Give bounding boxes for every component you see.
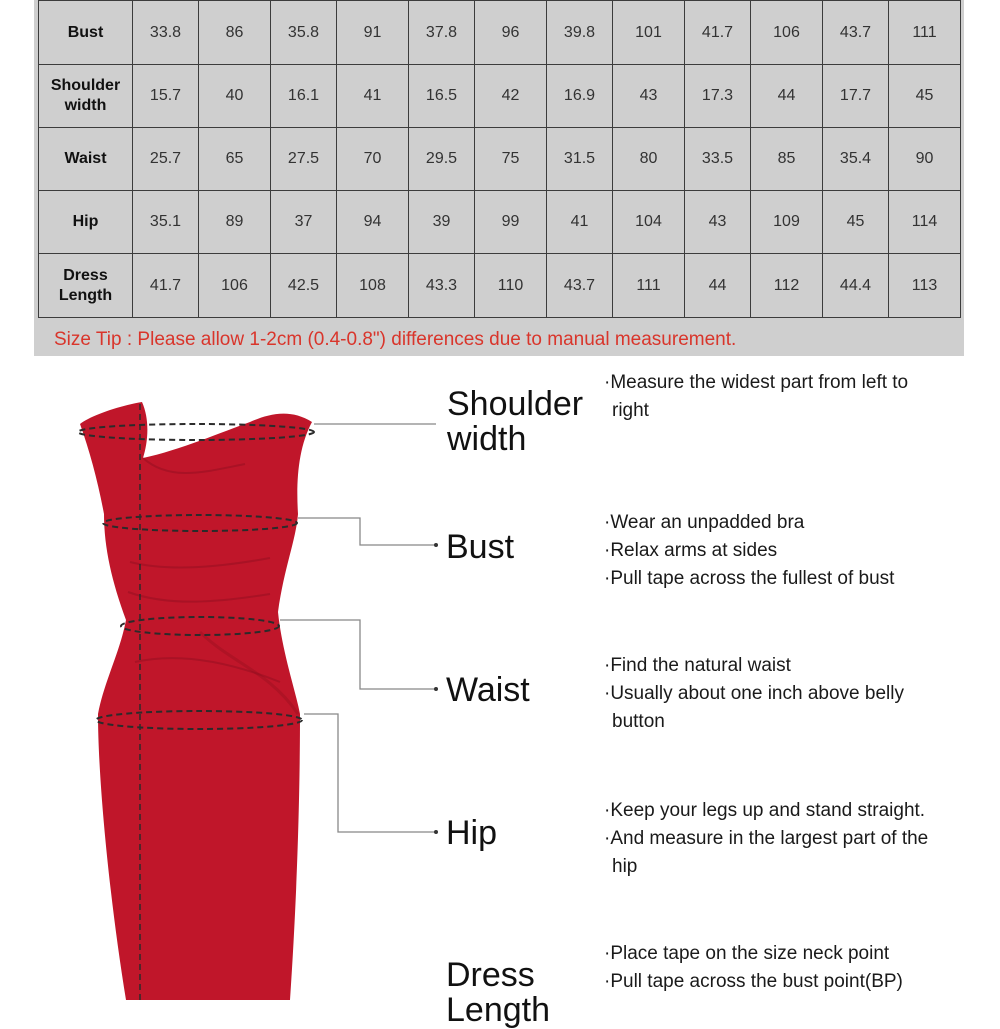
row-header: Shoulder width: [39, 65, 133, 128]
dress-length-label: Dress Length: [446, 956, 550, 1029]
table-cell: 112: [751, 254, 823, 318]
tip-line: ·Find the natural waist: [604, 655, 791, 676]
table-cell: 25.7: [133, 128, 199, 191]
table-cell: 33.8: [133, 1, 199, 65]
table-cell: 37.8: [409, 1, 475, 65]
table-cell: 44: [751, 65, 823, 128]
table-cell: 109: [751, 191, 823, 254]
shoulder-tips: [604, 369, 908, 425]
tip-line: ·Relax arms at sides: [604, 540, 778, 561]
table-cell: 106: [199, 254, 271, 318]
shoulder-width-label: Shoulder width: [447, 385, 584, 458]
table-cell: 114: [889, 191, 961, 254]
table-row: [39, 1, 961, 65]
table-cell: 85: [751, 128, 823, 191]
table-cell: 33.5: [685, 128, 751, 191]
row-header: Hip: [39, 191, 133, 254]
table-cell: 17.7: [823, 65, 889, 128]
table-cell: 70: [337, 128, 409, 191]
table-cell: 44: [685, 254, 751, 318]
hip-label: Hip: [446, 814, 498, 852]
tip-line: ·Usually about one inch above belly: [604, 683, 904, 704]
table-cell: 111: [613, 254, 685, 318]
tip-line: button: [612, 711, 665, 732]
dress-length-tips: [604, 940, 903, 996]
row-header: Bust: [39, 1, 133, 65]
bust-tips: [604, 509, 894, 593]
tip-line: ·Wear an unpadded bra: [604, 512, 805, 533]
table-cell: 42: [475, 65, 547, 128]
table-cell: 43: [613, 65, 685, 128]
hip-tips: [604, 797, 928, 881]
table-cell: 99: [475, 191, 547, 254]
table-cell: 31.5: [547, 128, 613, 191]
table-cell: 80: [613, 128, 685, 191]
table-cell: 43.7: [547, 254, 613, 318]
table-cell: 86: [199, 1, 271, 65]
tip-line: ·Pull tape across the bust point(BP): [604, 971, 903, 992]
table-cell: 35.4: [823, 128, 889, 191]
table-cell: 35.8: [271, 1, 337, 65]
table-cell: 43.7: [823, 1, 889, 65]
waist-tips: [604, 652, 904, 736]
red-dress-shape: [80, 402, 312, 1000]
table-cell: 42.5: [271, 254, 337, 318]
table-cell: 41: [337, 65, 409, 128]
table-cell: 91: [337, 1, 409, 65]
table-cell: 40: [199, 65, 271, 128]
table-cell: 101: [613, 1, 685, 65]
table-cell: 45: [823, 191, 889, 254]
table-cell: 17.3: [685, 65, 751, 128]
table-cell: 94: [337, 191, 409, 254]
table-cell: 65: [199, 128, 271, 191]
table-cell: 16.9: [547, 65, 613, 128]
size-chart-panel: [34, 0, 964, 356]
table-cell: 89: [199, 191, 271, 254]
size-table: [38, 0, 961, 318]
row-header: Dress Length: [39, 254, 133, 318]
dress-illustration: [0, 362, 440, 1000]
table-cell: 27.5: [271, 128, 337, 191]
row-header: Waist: [39, 128, 133, 191]
table-cell: 43.3: [409, 254, 475, 318]
size-tip: Size Tip : Please allow 1-2cm (0.4-0.8") differences due to manual measurement.: [54, 329, 737, 350]
table-cell: 108: [337, 254, 409, 318]
table-cell: 29.5: [409, 128, 475, 191]
connector-lines: [280, 424, 436, 832]
table-cell: 41.7: [685, 1, 751, 65]
table-cell: 41.7: [133, 254, 199, 318]
table-cell: 96: [475, 1, 547, 65]
table-cell: 35.1: [133, 191, 199, 254]
tip-line: ·Keep your legs up and stand straight.: [604, 800, 926, 821]
table-cell: 43: [685, 191, 751, 254]
table-cell: 39: [409, 191, 475, 254]
tip-line: ·Place tape on the size neck point: [604, 943, 890, 964]
waist-label: Waist: [446, 671, 530, 709]
table-cell: 16.5: [409, 65, 475, 128]
tip-line: ·Measure the widest part from left to: [604, 372, 909, 393]
table-row: [39, 128, 961, 191]
tip-line: right: [612, 400, 649, 421]
table-cell: 113: [889, 254, 961, 318]
table-cell: 111: [889, 1, 961, 65]
tip-line: ·And measure in the largest part of the: [604, 828, 929, 849]
table-row: [39, 254, 961, 318]
table-cell: 15.7: [133, 65, 199, 128]
table-cell: 37: [271, 191, 337, 254]
tip-line: ·Pull tape across the fullest of bust: [604, 568, 895, 589]
table-cell: 39.8: [547, 1, 613, 65]
bust-label: Bust: [446, 528, 515, 566]
table-cell: 104: [613, 191, 685, 254]
table-cell: 41: [547, 191, 613, 254]
table-cell: 106: [751, 1, 823, 65]
table-row: [39, 65, 961, 128]
table-row: [39, 191, 961, 254]
table-cell: 110: [475, 254, 547, 318]
table-cell: 16.1: [271, 65, 337, 128]
table-cell: 45: [889, 65, 961, 128]
table-cell: 90: [889, 128, 961, 191]
table-cell: 44.4: [823, 254, 889, 318]
table-cell: 75: [475, 128, 547, 191]
tip-line: hip: [612, 856, 638, 877]
